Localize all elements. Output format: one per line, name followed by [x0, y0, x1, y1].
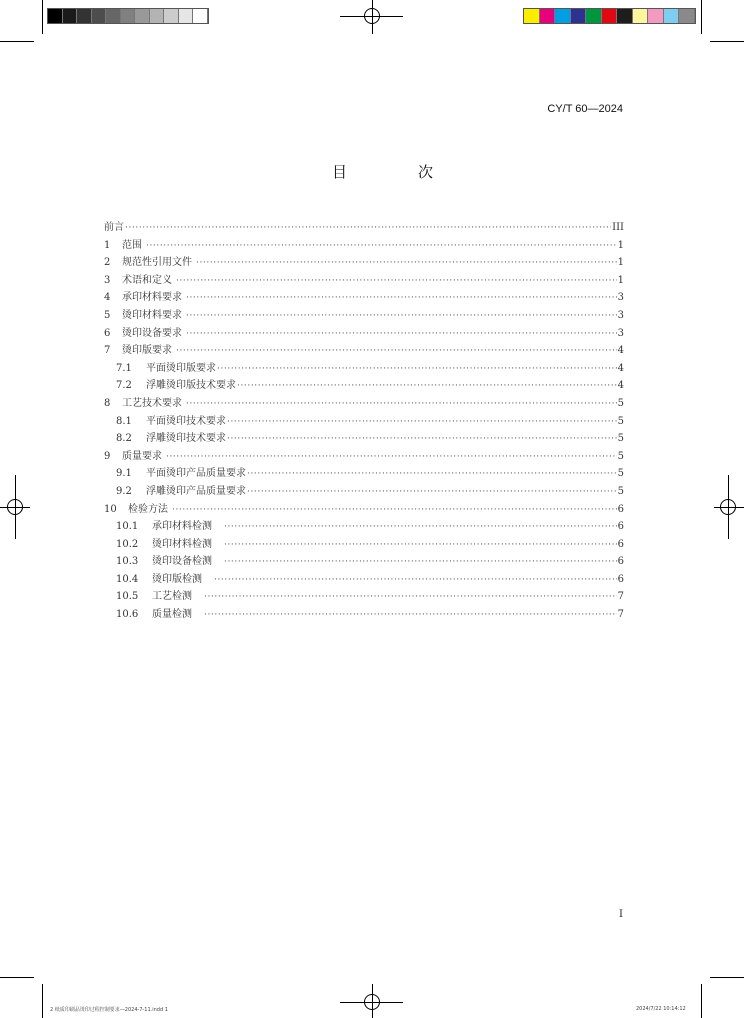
- gray-swatch: [193, 9, 208, 23]
- toc-entry-number: 10.2: [116, 538, 139, 550]
- toc-entry-page: 7: [617, 609, 624, 621]
- toc-entry-page: III: [612, 222, 624, 233]
- toc-entry-label: 规范性引用文件: [122, 257, 192, 269]
- toc-entry-label: 检验方法: [128, 503, 168, 515]
- toc-leader-dots: [176, 346, 617, 356]
- color-swatch: [524, 9, 540, 23]
- toc-entry-number: 8.2: [116, 433, 132, 445]
- toc-entry-number: 7.1: [116, 362, 132, 374]
- toc-entry-page: 3: [617, 327, 624, 339]
- toc-entry-number: 9: [104, 450, 111, 462]
- toc-entry-label: 平面烫印版要求: [146, 362, 216, 374]
- toc-entry-label: 前言: [104, 222, 124, 233]
- footer-timestamp: 2024/7/22 10:14:12: [636, 1006, 686, 1012]
- grayscale-calibration-bar: [47, 8, 209, 24]
- toc-entry[interactable]: [104, 376, 624, 394]
- toc-entry-number: 1: [104, 239, 111, 251]
- toc-entry-page: 5: [617, 433, 624, 445]
- toc-entry-number: 10.5: [116, 591, 139, 603]
- crop-mark: [701, 984, 702, 1018]
- toc-entry[interactable]: [104, 324, 624, 342]
- toc-entry-label: 范围: [122, 239, 142, 251]
- toc-entry-page: 5: [617, 450, 624, 462]
- toc-entry-label: 浮雕烫印产品质量要求: [146, 485, 246, 497]
- toc-entry[interactable]: [104, 570, 624, 588]
- gray-swatch: [48, 9, 63, 23]
- crop-mark: [42, 0, 43, 34]
- toc-entry-label: 烫印材料检测: [152, 538, 212, 550]
- toc-entry-label: 平面烫印技术要求: [146, 415, 226, 427]
- toc-leader-dots: [237, 381, 617, 391]
- crop-mark: [0, 977, 34, 978]
- toc-entry-number: 10.1: [116, 521, 139, 533]
- toc-leader-dots: [227, 417, 617, 427]
- toc-entry-page: 5: [617, 468, 624, 480]
- toc-entry-page: 6: [617, 538, 624, 550]
- gray-swatch: [150, 9, 165, 23]
- toc-entry[interactable]: [104, 341, 624, 359]
- toc-entry-number: 4: [104, 292, 111, 304]
- toc-leader-dots: [224, 540, 617, 550]
- toc-entry[interactable]: [104, 412, 624, 430]
- gray-swatch: [135, 9, 150, 23]
- toc-entry-number: 8.1: [116, 415, 132, 427]
- toc-entry[interactable]: [104, 535, 624, 553]
- toc-entry-page: 3: [617, 292, 624, 304]
- toc-entry[interactable]: [104, 552, 624, 570]
- toc-entry[interactable]: [104, 253, 624, 271]
- toc-entry-number: 9.1: [116, 468, 132, 480]
- toc-entry[interactable]: [104, 517, 624, 535]
- toc-entry[interactable]: [104, 482, 624, 500]
- standard-code: CY/T 60—2024: [547, 103, 623, 115]
- toc-leader-dots: [186, 399, 617, 409]
- toc-entry-label: 浮雕烫印版技术要求: [146, 380, 236, 392]
- toc-entry-number: 5: [104, 309, 111, 321]
- toc-entry[interactable]: [104, 587, 624, 605]
- toc-entry[interactable]: [104, 394, 624, 412]
- crop-mark: [42, 984, 43, 1018]
- toc-entry-page: 4: [617, 345, 624, 357]
- toc-leader-dots: [166, 452, 617, 462]
- color-swatch: [555, 9, 571, 23]
- color-swatch: [602, 9, 618, 23]
- toc-leader-dots: [224, 557, 617, 567]
- color-swatch: [617, 9, 633, 23]
- toc-entry-page: 6: [617, 503, 624, 515]
- toc-entry-label: 烫印版检测: [152, 573, 202, 585]
- toc-entry-page: 6: [617, 521, 624, 533]
- toc-entry-label: 术语和定义: [122, 274, 172, 286]
- gray-swatch: [77, 9, 92, 23]
- footer-file-info: 2 纸质印刷品烫印过程控制要求—2024-7-11.indd 1: [50, 1007, 168, 1013]
- toc-entry-number: 9.2: [116, 485, 132, 497]
- toc-leader-dots: [217, 364, 617, 374]
- toc-entry-label: 质量要求: [122, 450, 162, 462]
- color-swatch: [571, 9, 587, 23]
- toc-entry-page: 4: [617, 380, 624, 392]
- gray-swatch: [179, 9, 194, 23]
- toc-entry-page: 6: [617, 573, 624, 585]
- color-swatch: [648, 9, 664, 23]
- toc-leader-dots: [247, 487, 617, 497]
- toc-leader-dots: [204, 592, 617, 602]
- gray-swatch: [63, 9, 78, 23]
- toc-entry-number: 10.6: [116, 609, 139, 621]
- toc-entry[interactable]: [104, 236, 624, 254]
- toc-leader-dots: [204, 610, 617, 620]
- toc-entry-page: 7: [617, 591, 624, 603]
- toc-leader-dots: [214, 575, 617, 585]
- toc-entry-page: 5: [617, 485, 624, 497]
- gray-swatch: [121, 9, 136, 23]
- toc-entry[interactable]: [104, 464, 624, 482]
- toc-entry-number: 6: [104, 327, 111, 339]
- toc-entry-label: 烫印版要求: [122, 345, 172, 357]
- toc-entry-page: 1: [617, 274, 624, 286]
- color-swatch: [664, 9, 680, 23]
- toc-entry-label: 承印材料要求: [122, 292, 182, 304]
- gray-swatch: [164, 9, 179, 23]
- toc-entry-number: 8: [104, 397, 111, 409]
- color-swatch: [633, 9, 649, 23]
- color-swatch: [540, 9, 556, 23]
- color-swatch: [679, 9, 695, 23]
- toc-entry[interactable]: [104, 271, 624, 289]
- crop-mark: [710, 41, 744, 42]
- toc-leader-dots: [247, 469, 617, 479]
- toc-entry-page: 1: [617, 257, 624, 269]
- table-of-contents: [104, 218, 624, 623]
- toc-entry-page: 4: [617, 362, 624, 374]
- toc-entry-label: 平面烫印产品质量要求: [146, 468, 246, 480]
- toc-entry-number: 2: [104, 257, 111, 269]
- crop-mark: [710, 977, 744, 978]
- crop-mark: [701, 0, 702, 34]
- toc-entry[interactable]: [104, 429, 624, 447]
- toc-leader-dots: [186, 293, 617, 303]
- toc-entry[interactable]: [104, 500, 624, 518]
- toc-entry-page: 6: [617, 556, 624, 568]
- toc-entry-number: 7.2: [116, 380, 132, 392]
- toc-entry-page: 3: [617, 309, 624, 321]
- crop-mark: [0, 41, 34, 42]
- toc-leader-dots: [186, 329, 617, 339]
- toc-entry-number: 10: [104, 503, 117, 515]
- toc-entry-label: 质量检测: [152, 609, 192, 621]
- toc-title: 目 次: [332, 163, 462, 181]
- toc-entry-number: 10.3: [116, 556, 139, 568]
- toc-entry-label: 烫印设备要求: [122, 327, 182, 339]
- toc-entry[interactable]: [104, 605, 624, 623]
- toc-leader-dots: [172, 505, 617, 515]
- toc-entry-label: 浮雕烫印技术要求: [146, 433, 226, 445]
- toc-entry[interactable]: [104, 359, 624, 377]
- toc-leader-dots: [227, 434, 617, 444]
- toc-leader-dots: [146, 241, 617, 251]
- toc-entry-label: 烫印材料要求: [122, 309, 182, 321]
- toc-entry-number: 7: [104, 345, 111, 357]
- toc-entry-page: 5: [617, 415, 624, 427]
- toc-leader-dots: [196, 258, 617, 268]
- toc-leader-dots: [176, 276, 617, 286]
- toc-entry[interactable]: [104, 288, 624, 306]
- toc-entry-label: 烫印设备检测: [152, 556, 212, 568]
- toc-entry-label: 工艺检测: [152, 591, 192, 603]
- toc-entry-number: 3: [104, 274, 111, 286]
- toc-entry-label: 工艺技术要求: [122, 397, 182, 409]
- toc-leader-dots: [125, 223, 611, 233]
- color-swatch: [586, 9, 602, 23]
- gray-swatch: [106, 9, 121, 23]
- page-number: I: [619, 909, 623, 920]
- gray-swatch: [92, 9, 107, 23]
- toc-entry-label: 承印材料检测: [152, 521, 212, 533]
- toc-entry[interactable]: [104, 218, 624, 236]
- toc-leader-dots: [186, 311, 617, 321]
- toc-entry[interactable]: [104, 447, 624, 465]
- toc-leader-dots: [224, 522, 617, 532]
- toc-entry-number: 10.4: [116, 573, 139, 585]
- toc-entry-page: 1: [617, 239, 624, 251]
- color-calibration-bar: [523, 8, 696, 24]
- toc-entry-page: 5: [617, 397, 624, 409]
- toc-entry[interactable]: [104, 306, 624, 324]
